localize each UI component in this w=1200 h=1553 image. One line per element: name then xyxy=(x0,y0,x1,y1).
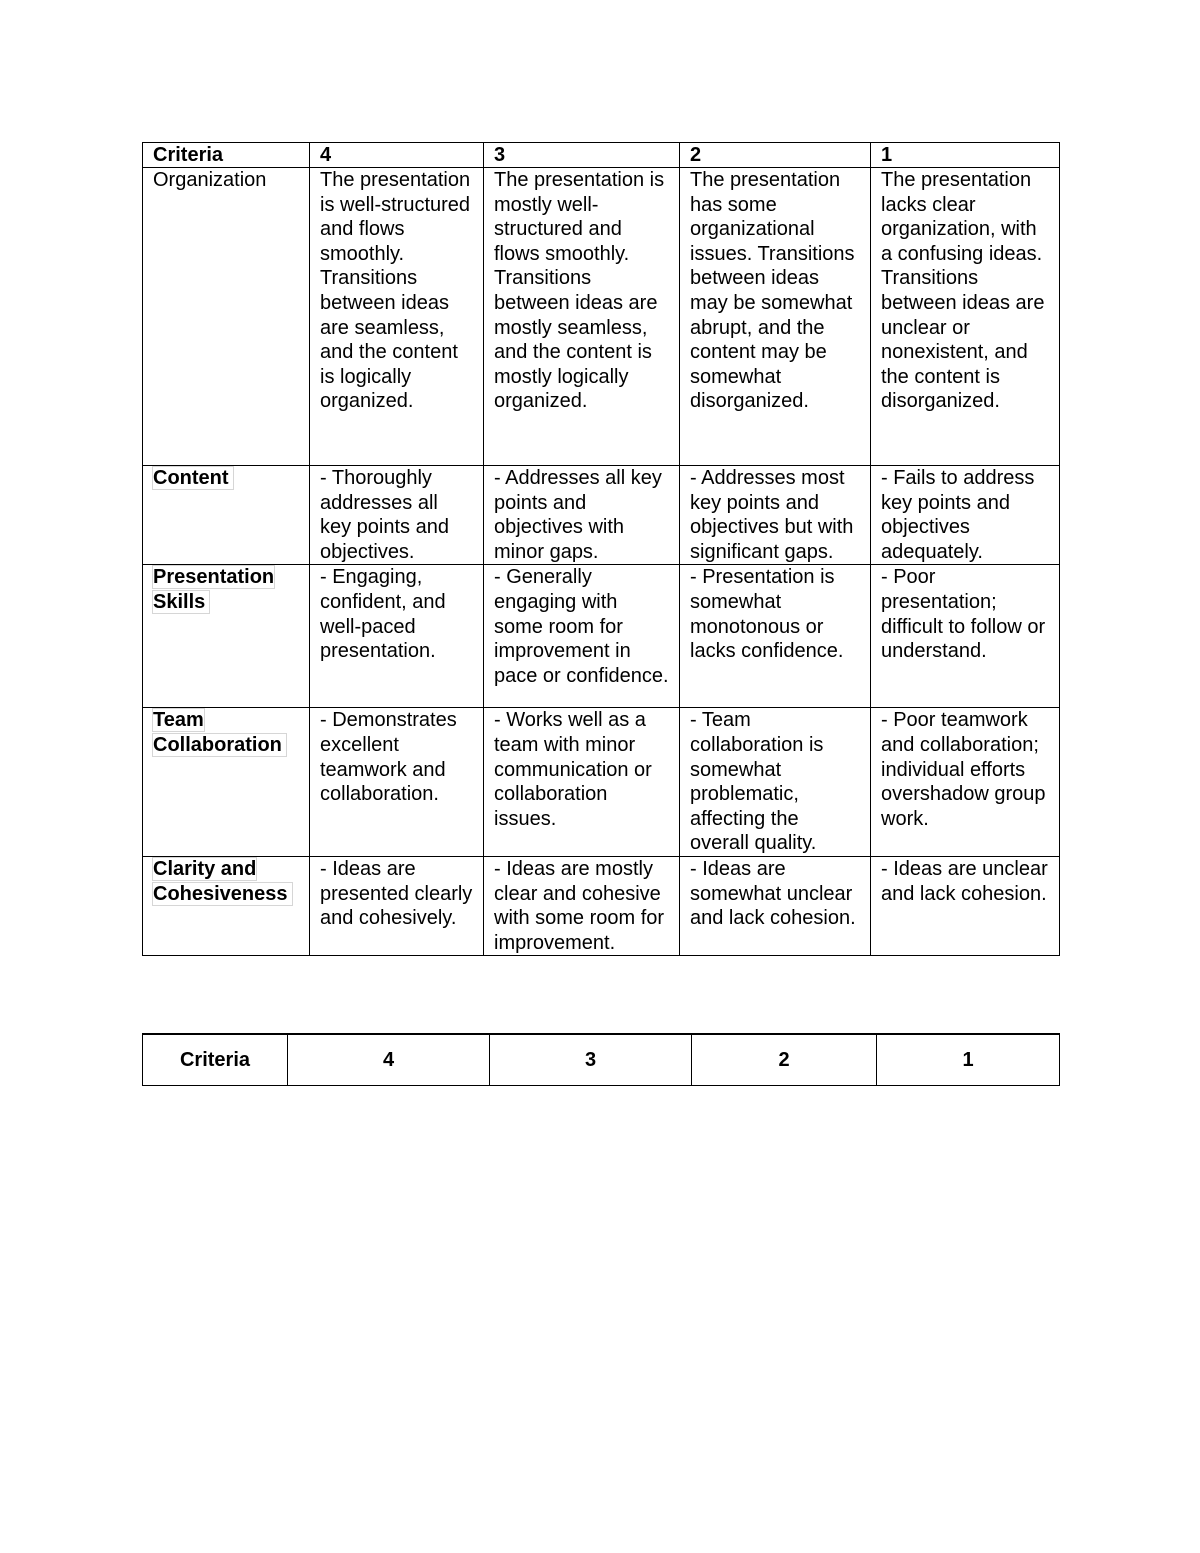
criterion-clarity-and-cohesiveness: Clarity and Cohesiveness xyxy=(153,858,292,905)
rubric-header-score-1: 1 xyxy=(871,143,1060,168)
table-cell: - Ideas are somewhat unclear and lack cohesion. xyxy=(680,856,871,955)
table-cell: - Thoroughly addresses all key points and objectives. xyxy=(310,466,484,565)
table-cell: - Team collaboration is somewhat problematic, affecting the overall quality. xyxy=(680,708,871,857)
table-cell: The presentation is well-structured and flows smoothly. Transitions between ideas are seamless, and the content is logically organized. xyxy=(310,168,484,466)
table-cell: - Ideas are unclear and lack cohesion. xyxy=(871,856,1060,955)
scoring-header-row xyxy=(143,1034,1060,1086)
table-cell: - Addresses most key points and objectives but with significant gaps. xyxy=(680,466,871,565)
scoring-header-score-1: 1 xyxy=(877,1034,1060,1086)
scoring-header-score-3: 3 xyxy=(490,1034,692,1086)
table-cell: - Works well as a team with minor communication or collaboration issues. xyxy=(484,708,680,857)
table-cell: - Addresses all key points and objectives with minor gaps. xyxy=(484,466,680,565)
table-row xyxy=(143,708,1060,857)
rubric-header-score-4: 4 xyxy=(310,143,484,168)
table-cell: - Generally engaging with some room for improvement in pace or confidence. xyxy=(484,565,680,708)
scoring-header-score-4: 4 xyxy=(288,1034,490,1086)
criterion-presentation-skills-cell xyxy=(143,565,310,708)
criterion-clarity-cell xyxy=(143,856,310,955)
rubric-header-score-2: 2 xyxy=(680,143,871,168)
table-cell: - Engaging, confident, and well-paced presentation. xyxy=(310,565,484,708)
rubric-header-criteria: Criteria xyxy=(143,143,310,168)
table-row xyxy=(143,565,1060,708)
rubric-table xyxy=(142,142,1060,956)
table-cell: The presentation has some organizational issues. Transitions between ideas may be somewhat abrupt, and the content may be somewhat disorganized. xyxy=(680,168,871,466)
scoring-header-criteria: Criteria xyxy=(143,1034,288,1086)
table-cell: - Ideas are mostly clear and cohesive with some room for improvement. xyxy=(484,856,680,955)
scoring-table xyxy=(142,1033,1060,1086)
table-row xyxy=(143,466,1060,565)
scoring-header-score-2: 2 xyxy=(692,1034,877,1086)
table-row xyxy=(143,168,1060,466)
table-row xyxy=(143,856,1060,955)
criterion-content: Content xyxy=(153,467,233,489)
criterion-team-collaboration-cell xyxy=(143,708,310,857)
rubric-header-row xyxy=(143,143,1060,168)
table-cell: The presentation is mostly well-structured and flows smoothly. Transitions between ideas are mostly seamless, and the content is mostly logically organized. xyxy=(484,168,680,466)
table-cell: - Poor presentation; difficult to follow or understand. xyxy=(871,565,1060,708)
table-cell: - Ideas are presented clearly and cohesively. xyxy=(310,856,484,955)
table-cell: - Demonstrates excellent teamwork and collaboration. xyxy=(310,708,484,857)
criterion-team-collaboration: Team Collaboration xyxy=(153,709,286,756)
criterion-content-cell xyxy=(143,466,310,565)
table-cell: - Presentation is somewhat monotonous or lacks confidence. xyxy=(680,565,871,708)
rubric-header-score-3: 3 xyxy=(484,143,680,168)
table-cell: - Poor teamwork and collaboration; individual efforts overshadow group work. xyxy=(871,708,1060,857)
table-cell: The presentation lacks clear organization, with a confusing ideas. Transitions between ideas are unclear or nonexistent, and the content is disorganized. xyxy=(871,168,1060,466)
table-cell: - Fails to address key points and objectives adequately. xyxy=(871,466,1060,565)
criterion-presentation-skills: Presentation Skills xyxy=(153,566,275,613)
criterion-organization: Organization xyxy=(143,168,310,466)
